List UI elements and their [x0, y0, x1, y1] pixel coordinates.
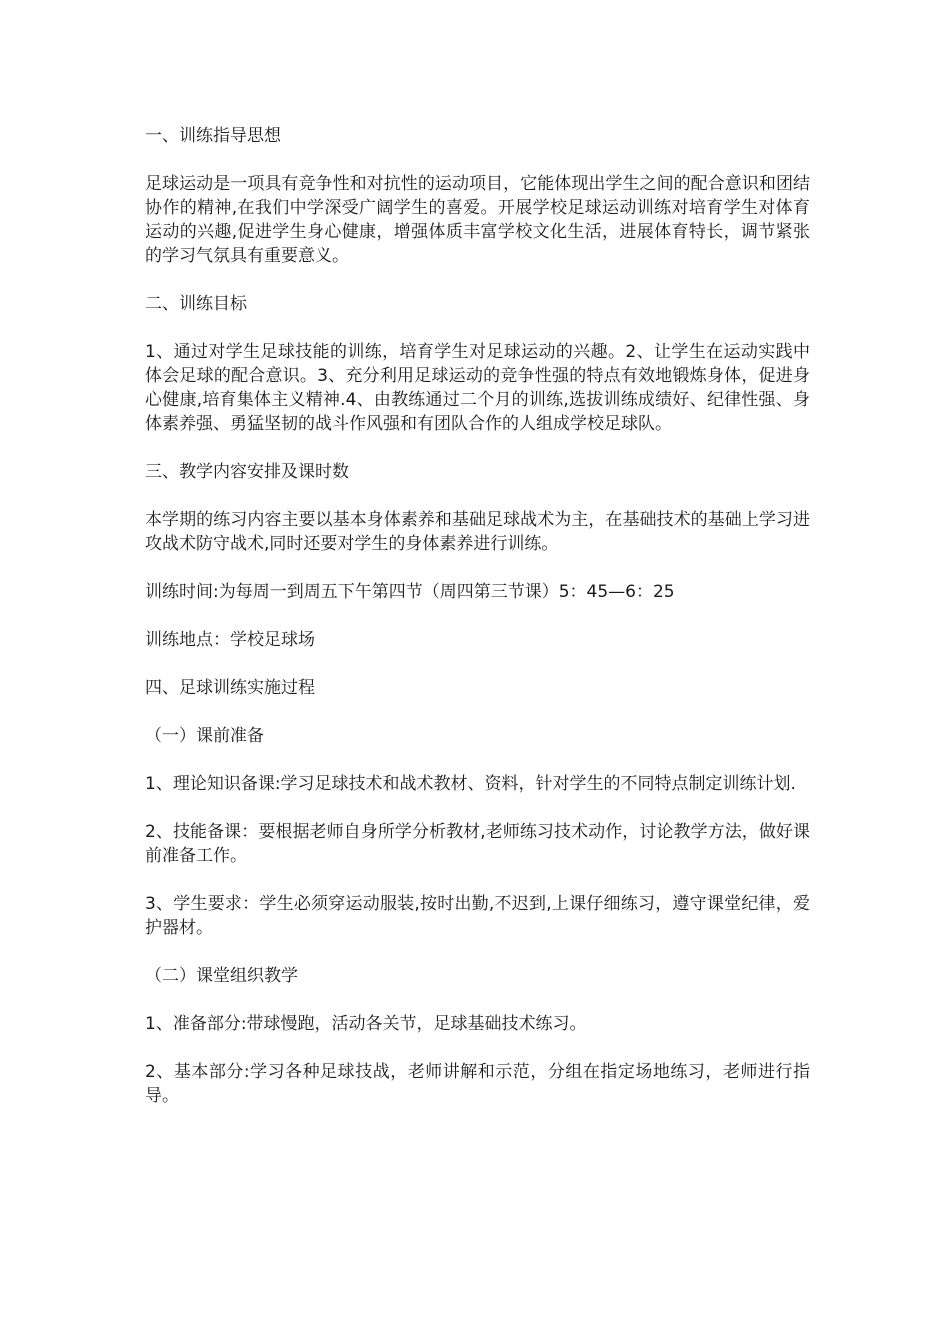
paragraph-training-goals: 1、通过对学生足球技能的训练，培育学生对足球运动的兴趣。2、让学生在运动实践中体会足球的配合意识。3、充分利用足球运动的竞争性强的特点有效地锻炼身体，促进身心健康,培育集体主义精神.4、由教练通过二个月的训练,选拔训练成绩好、纪律性强、身体素养强、勇猛坚韧的战斗作风强和有团队合作的人组成学校足球队。 — [145, 342, 810, 434]
paragraph-guiding-idea: 足球运动是一项具有竞争性和对抗性的运动项目，它能体现出学生之间的配合意识和团结协作的精神,在我们中学深受广阔学生的喜爱。开展学校足球运动训练对培育学生对体育运动的兴趣,促进学生身心健康，增强体质丰富学校文化生活，进展体育特长，调节紧张的学习气氛具有重要意义。 — [145, 174, 810, 266]
section-heading-teaching-content: 三、教学内容安排及课时数 — [145, 462, 349, 482]
paragraph-student-requirements: 3、学生要求：学生必须穿运动服装,按时出勤,不迟到,上课仔细练习，遵守课堂纪律，爱护器材。 — [145, 894, 810, 938]
paragraph-skill-prep: 2、技能备课：要根据老师自身所学分析教材,老师练习技术动作，讨论教学方法，做好课前准备工作。 — [145, 822, 810, 866]
paragraph-training-location: 训练地点：学校足球场 — [145, 630, 315, 650]
document-body — [145, 124, 810, 1132]
subheading-pre-class: （一）课前准备 — [145, 726, 264, 746]
section-heading-implementation: 四、足球训练实施过程 — [145, 678, 315, 698]
paragraph-theory-prep: 1、理论知识备课:学习足球技术和战术教材、资料，针对学生的不同特点制定训练计划. — [145, 774, 796, 794]
section-heading-training-goals: 二、训练目标 — [145, 294, 247, 314]
paragraph-teaching-content: 本学期的练习内容主要以基本身体素养和基础足球战术为主，在基础技术的基础上学习进攻战术防守战术,同时还要对学生的身体素养进行训练。 — [145, 510, 810, 554]
section-heading-guiding-idea: 一、训练指导思想 — [145, 126, 281, 146]
subheading-classroom-teaching: （二）课堂组织教学 — [145, 966, 298, 986]
paragraph-basic-part: 2、基本部分:学习各种足球技战，老师讲解和示范，分组在指定场地练习，老师进行指导。 — [145, 1062, 810, 1106]
paragraph-warmup-part: 1、准备部分:带球慢跑，活动各关节，足球基础技术练习。 — [145, 1014, 587, 1034]
paragraph-training-time: 训练时间:为每周一到周五下午第四节（周四第三节课）5：45—6：25 — [145, 582, 675, 602]
